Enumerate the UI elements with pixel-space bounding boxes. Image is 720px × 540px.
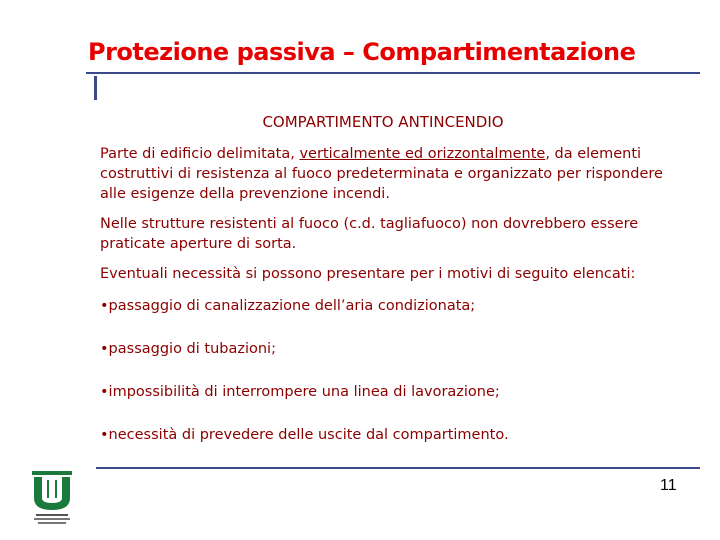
bullet-item: •impossibilità di interrompere una linea di lavorazione; [100,384,500,400]
bullet-item: •passaggio di canalizzazione dell’aria condizionata; [100,298,476,314]
title-rule [86,72,700,74]
bullet-item: •passaggio di tubazioni; [100,341,276,357]
bullet-item: •necessità di prevedere delle uscite dal compartimento. [100,427,509,443]
university-logo-icon [30,470,74,526]
slide-title: Protezione passiva – Compartimentazione [88,38,636,66]
paragraph-definition-start: Parte di edificio delimitata, [100,146,300,162]
paragraph-definition [100,144,675,204]
paragraph-definition-underlined: verticalmente ed orizzontalmente [299,146,546,162]
paragraph-fire-walls: Nelle strutture resistenti al fuoco (c.d. tagliafuoco) non dovrebbero essere praticate aperture di sorta. [100,216,639,252]
paragraph-definition-end: , da elementi costruttivi di resistenza al fuoco predeterminata e organizzato per rispondere alle esigenze della prevenzione incendi. [100,146,663,202]
slide-body [100,144,675,468]
page-number: 11 [660,477,677,494]
slide-subtitle: COMPARTIMENTO ANTINCENDIO [262,113,504,131]
footer-rule [96,467,700,469]
title-rule-accent [94,76,97,100]
paragraph-reasons: Eventuali necessità si possono presentare per i motivi di seguito elencati: [100,266,636,282]
